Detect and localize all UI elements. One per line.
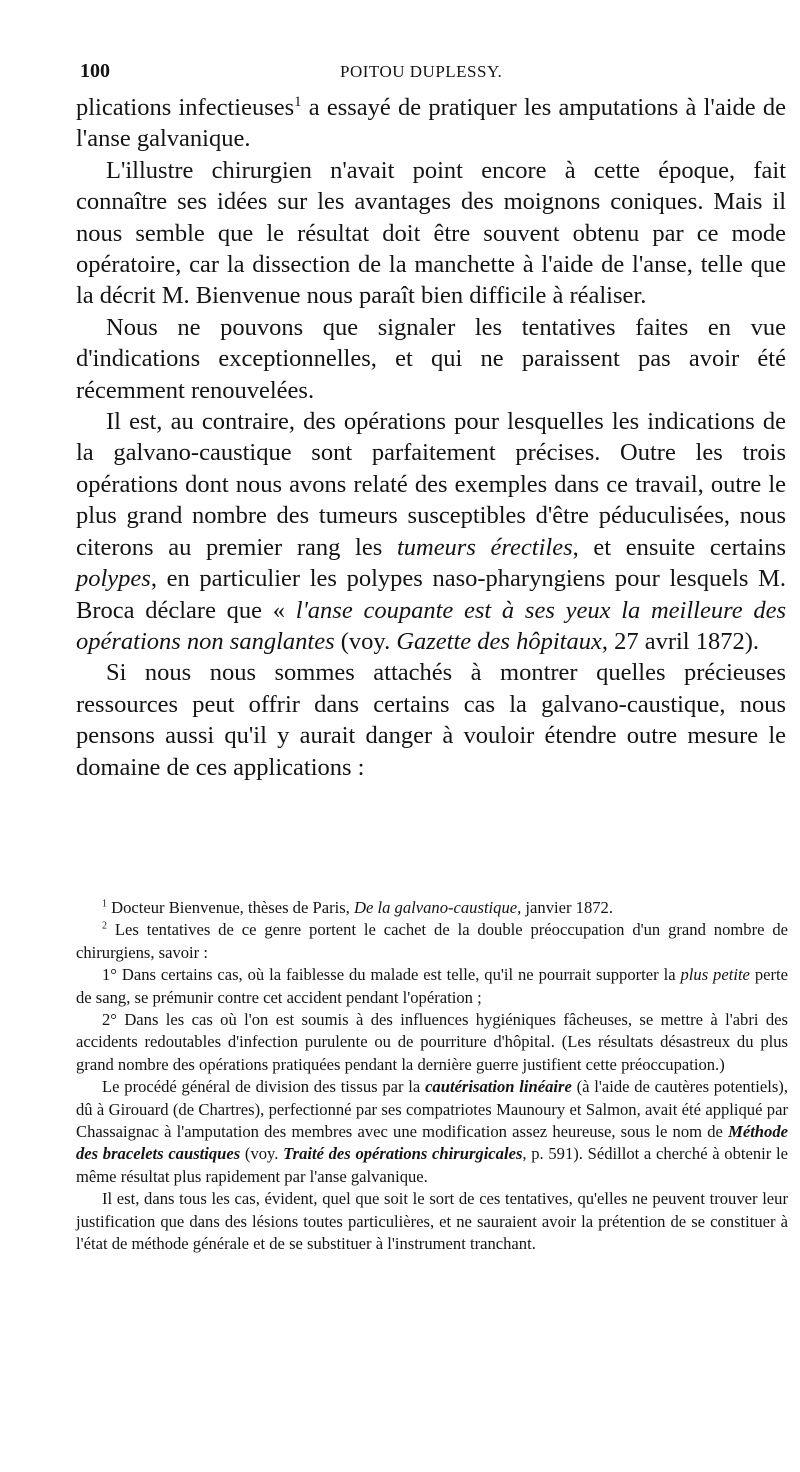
footnote-2-para-3: Le procédé général de division des tissus par la cautérisation linéaire (à l'aide de cautères potentiels), dû à Girouard (de Chartres), perfectionné par ses compatriotes Maunoury et Salmon, avait été appliqué par Chassaignac à l'amputation des membres avec une modification assez heureuse, sous le nom de Méthode des bracelets caustiques (voy. Traité des opérations chirurgicales, p. 591). Sédillot a cherché à obtenir le même résultat plus rapidement par l'anse galvanique. [76,1077,788,1186]
page-number: 100 [80,60,110,82]
paragraph-3: Nous ne pouvons que signaler les tentatives faites en vue d'indications exceptionnelles, et qui ne paraissent pas avoir été récemment renouvelées. [76,313,786,404]
main-text [76,92,786,783]
footnote-2-item-1: 1° Dans certains cas, où la faiblesse du malade est telle, qu'il ne pourrait supporter la plus petite perte de sang, se prémunir contre cet accident pendant l'opération ; [76,965,788,1007]
paragraph-1: plications infectieuses$^1$ a essayé de pratiquer les amputations à l'aide de l'anse galvanique. [76,93,787,153]
footnote-ref-1: 1 [294,93,302,110]
paragraph-4: Il est, au contraire, des opérations pour lesquelles les indications de la galvano-caustique sont parfaitement précises. Outre les trois opérations dont nous avons relaté des exemples dans ce travail, outre le plus grand nombre des tumeurs susceptibles d'être péduculisées, nous citerons au premier rang les tumeurs érectiles, et ensuite certains polypes, en particulier les polypes naso-pharyngiens pour lesquels M. Broca déclare que « l'anse coupante est à ses yeux la meilleure des opérations non sanglantes (voy. Gazette des hôpitaux, 27 avril 1872). [76,408,786,655]
running-title: POITOU DUPLESSY. [340,62,503,81]
paragraph-2: L'illustre chirurgien n'avait point encore à cette époque, fait connaître ses idées sur les avantages des moignons coniques. Mais il nous semble que le résultat doit être souvent obtenu par ce mode opératoire, car la dissection de la manchette à l'aide de l'anse, telle que la décrit M. Bienvenue nous paraît bien difficile à réaliser. [76,156,786,310]
footnote-2-item-2: 2° Dans les cas où l'on est soumis à des influences hygiéniques fâcheuses, se mettre à l'abri des accidents redoutables d'infection purulente ou de pourriture d'hôpital. (Les résultats désastreux du plus grand nombre des opérations pratiquées pendant la dernière guerre justifient cette préoccupation.) [76,1010,788,1074]
paragraph-5: Si nous nous sommes attachés à montrer quelles précieuses ressources peut offrir dans certains cas la galvano-caustique, nous pensons aussi qu'il y aurait danger à vouloir étendre outre mesure le domaine de ces applications : [76,659,786,781]
footnote-2: $^2$ Les tentatives de ce genre portent le cachet de la double préoccupation d'un grand nombre de chirurgiens, savoir : [76,920,788,962]
footnote-1: $^1$ Docteur Bienvenue, thèses de Paris, De la galvano-caustique, janvier 1872. [102,898,613,917]
footnotes [76,897,788,1256]
footnote-2-para-4: Il est, dans tous les cas, évident, quel que soit le sort de ces tentatives, qu'elles ne peuvent trouver leur justification que dans des lésions toutes particulières, et ne sauraient avoir la prétention de se constituer à l'état de méthode générale et de se substituer à l'instrument tranchant. [76,1189,788,1254]
